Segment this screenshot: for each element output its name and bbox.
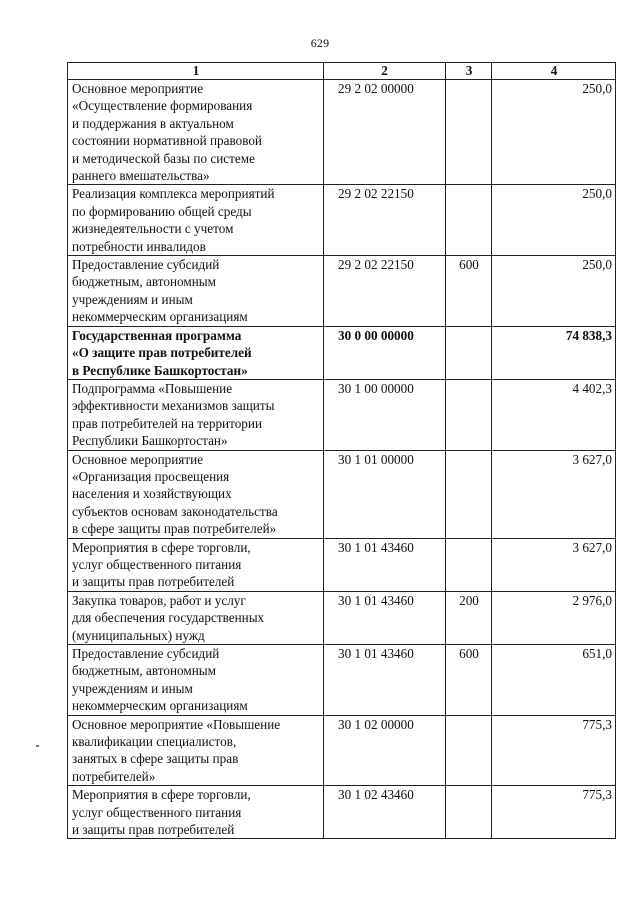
table-row [68, 450, 616, 538]
description-line: Основное мероприятие «Повышение [72, 716, 281, 732]
row-description [68, 450, 324, 538]
target-article-code: 30 1 01 43460 [324, 538, 446, 591]
table-row [68, 786, 616, 839]
description-line: субъектов основам законодательства [72, 503, 278, 519]
target-article-code: 29 2 02 22150 [324, 185, 446, 256]
expense-type: 600 [446, 645, 492, 716]
amount: 250,0 [492, 80, 616, 185]
target-article-code: 30 1 02 43460 [324, 786, 446, 839]
description-line: Мероприятия в сфере торговли, [72, 787, 251, 803]
expense-type: 200 [446, 591, 492, 644]
table-row [68, 185, 616, 256]
description-line: бюджетным, автономным [72, 274, 216, 290]
description-line: Основное мероприятие [72, 81, 204, 96]
row-description [68, 185, 324, 256]
amount: 3 627,0 [492, 450, 616, 538]
expense-type [446, 80, 492, 185]
expense-type: 600 [446, 256, 492, 327]
amount: 250,0 [492, 256, 616, 327]
description-line: Реализация комплекса мероприятий [72, 186, 275, 202]
amount: 250,0 [492, 185, 616, 256]
description-line: бюджетным, автономным [72, 663, 216, 679]
row-description [68, 379, 324, 450]
description-line: эффективности механизмов защиты [72, 398, 275, 414]
column-header-1: 1 [68, 63, 324, 80]
description-line: и поддержания в актуальном [72, 115, 234, 131]
description-line: (муниципальных) нужд [72, 627, 205, 643]
column-header-2: 2 [324, 63, 446, 80]
target-article-code: 29 2 02 22150 [324, 256, 446, 327]
expense-type [446, 450, 492, 538]
table-row [68, 715, 616, 786]
table-row [68, 80, 616, 185]
target-article-code: 30 1 00 00000 [324, 379, 446, 450]
description-line: «Осуществление формирования [72, 98, 253, 114]
description-line: Государственная программа [72, 327, 242, 343]
column-header-4: 4 [492, 63, 616, 80]
table-row [68, 379, 616, 450]
expense-type [446, 538, 492, 591]
description-line: потребности инвалидов [72, 238, 206, 254]
expense-type [446, 379, 492, 450]
description-line: Республики Башкортостан» [72, 433, 228, 449]
description-line: квалификации специалистов, [72, 734, 237, 750]
description-line: для обеспечения государственных [72, 610, 265, 626]
description-line: населения и хозяйствующих [72, 486, 232, 502]
table-row [68, 591, 616, 644]
column-header-3: 3 [446, 63, 492, 80]
row-description [68, 715, 324, 786]
table-row [68, 326, 616, 379]
amount: 4 402,3 [492, 379, 616, 450]
row-description [68, 538, 324, 591]
description-line: Предоставление субсидий [72, 646, 220, 661]
description-line: прав потребителей на территории [72, 415, 263, 431]
amount: 74 838,3 [492, 326, 616, 379]
expense-type [446, 715, 492, 786]
description-line: Предоставление субсидий [72, 257, 220, 273]
table-row [68, 645, 616, 716]
expense-type [446, 326, 492, 379]
description-line: Подпрограмма «Повышение [72, 380, 233, 396]
description-line: учреждениям и иным [72, 291, 193, 307]
description-line: по формированию общей среды [72, 203, 252, 219]
description-line: в Республике Башкортостан» [72, 362, 248, 378]
table-row [68, 538, 616, 591]
description-line: услуг общественного питания [72, 556, 242, 572]
amount: 3 627,0 [492, 538, 616, 591]
description-line: состоянии нормативной правовой [72, 133, 262, 149]
description-line: услуг общественного питания [72, 804, 242, 820]
description-line: жизнедеятельности с учетом [72, 221, 234, 237]
description-line: учреждениям и иным [72, 680, 193, 696]
budget-table [67, 62, 616, 839]
page-number: 629 [310, 36, 330, 50]
row-description [68, 645, 324, 716]
amount: 2 976,0 [492, 591, 616, 644]
description-line: и защиты прав потребителей [72, 574, 235, 590]
description-line: Основное мероприятие [72, 451, 204, 467]
description-line: в сфере защиты прав потребителей» [72, 521, 277, 537]
table-header-row [68, 63, 616, 80]
row-description [68, 326, 324, 379]
description-line: «Организация просвещения [72, 468, 230, 484]
expense-type [446, 786, 492, 839]
description-line: «О защите прав потребителей [72, 345, 252, 361]
amount: 651,0 [492, 645, 616, 716]
description-line: потребителей» [72, 768, 156, 784]
description-line: Мероприятия в сфере торговли, [72, 539, 251, 555]
scan-speck [36, 745, 39, 747]
target-article-code: 29 2 02 00000 [324, 80, 446, 185]
description-line: и защиты прав потребителей [72, 822, 235, 838]
description-line: некоммерческим организациям [72, 698, 248, 714]
row-description [68, 256, 324, 327]
description-line: Закупка товаров, работ и услуг [72, 592, 246, 608]
description-line: некоммерческим организациям [72, 309, 248, 325]
amount: 775,3 [492, 786, 616, 839]
row-description [68, 591, 324, 644]
target-article-code: 30 1 01 43460 [324, 591, 446, 644]
target-article-code: 30 1 02 00000 [324, 715, 446, 786]
expense-type [446, 185, 492, 256]
description-line: раннего вмешательства» [72, 168, 210, 184]
amount: 775,3 [492, 715, 616, 786]
row-description [68, 80, 324, 185]
target-article-code: 30 1 01 00000 [324, 450, 446, 538]
description-line: и методической базы по системе [72, 150, 255, 166]
description-line: занятых в сфере защиты прав [72, 751, 239, 767]
row-description [68, 786, 324, 839]
target-article-code: 30 0 00 00000 [324, 326, 446, 379]
table-row [68, 256, 616, 327]
target-article-code: 30 1 01 43460 [324, 645, 446, 716]
